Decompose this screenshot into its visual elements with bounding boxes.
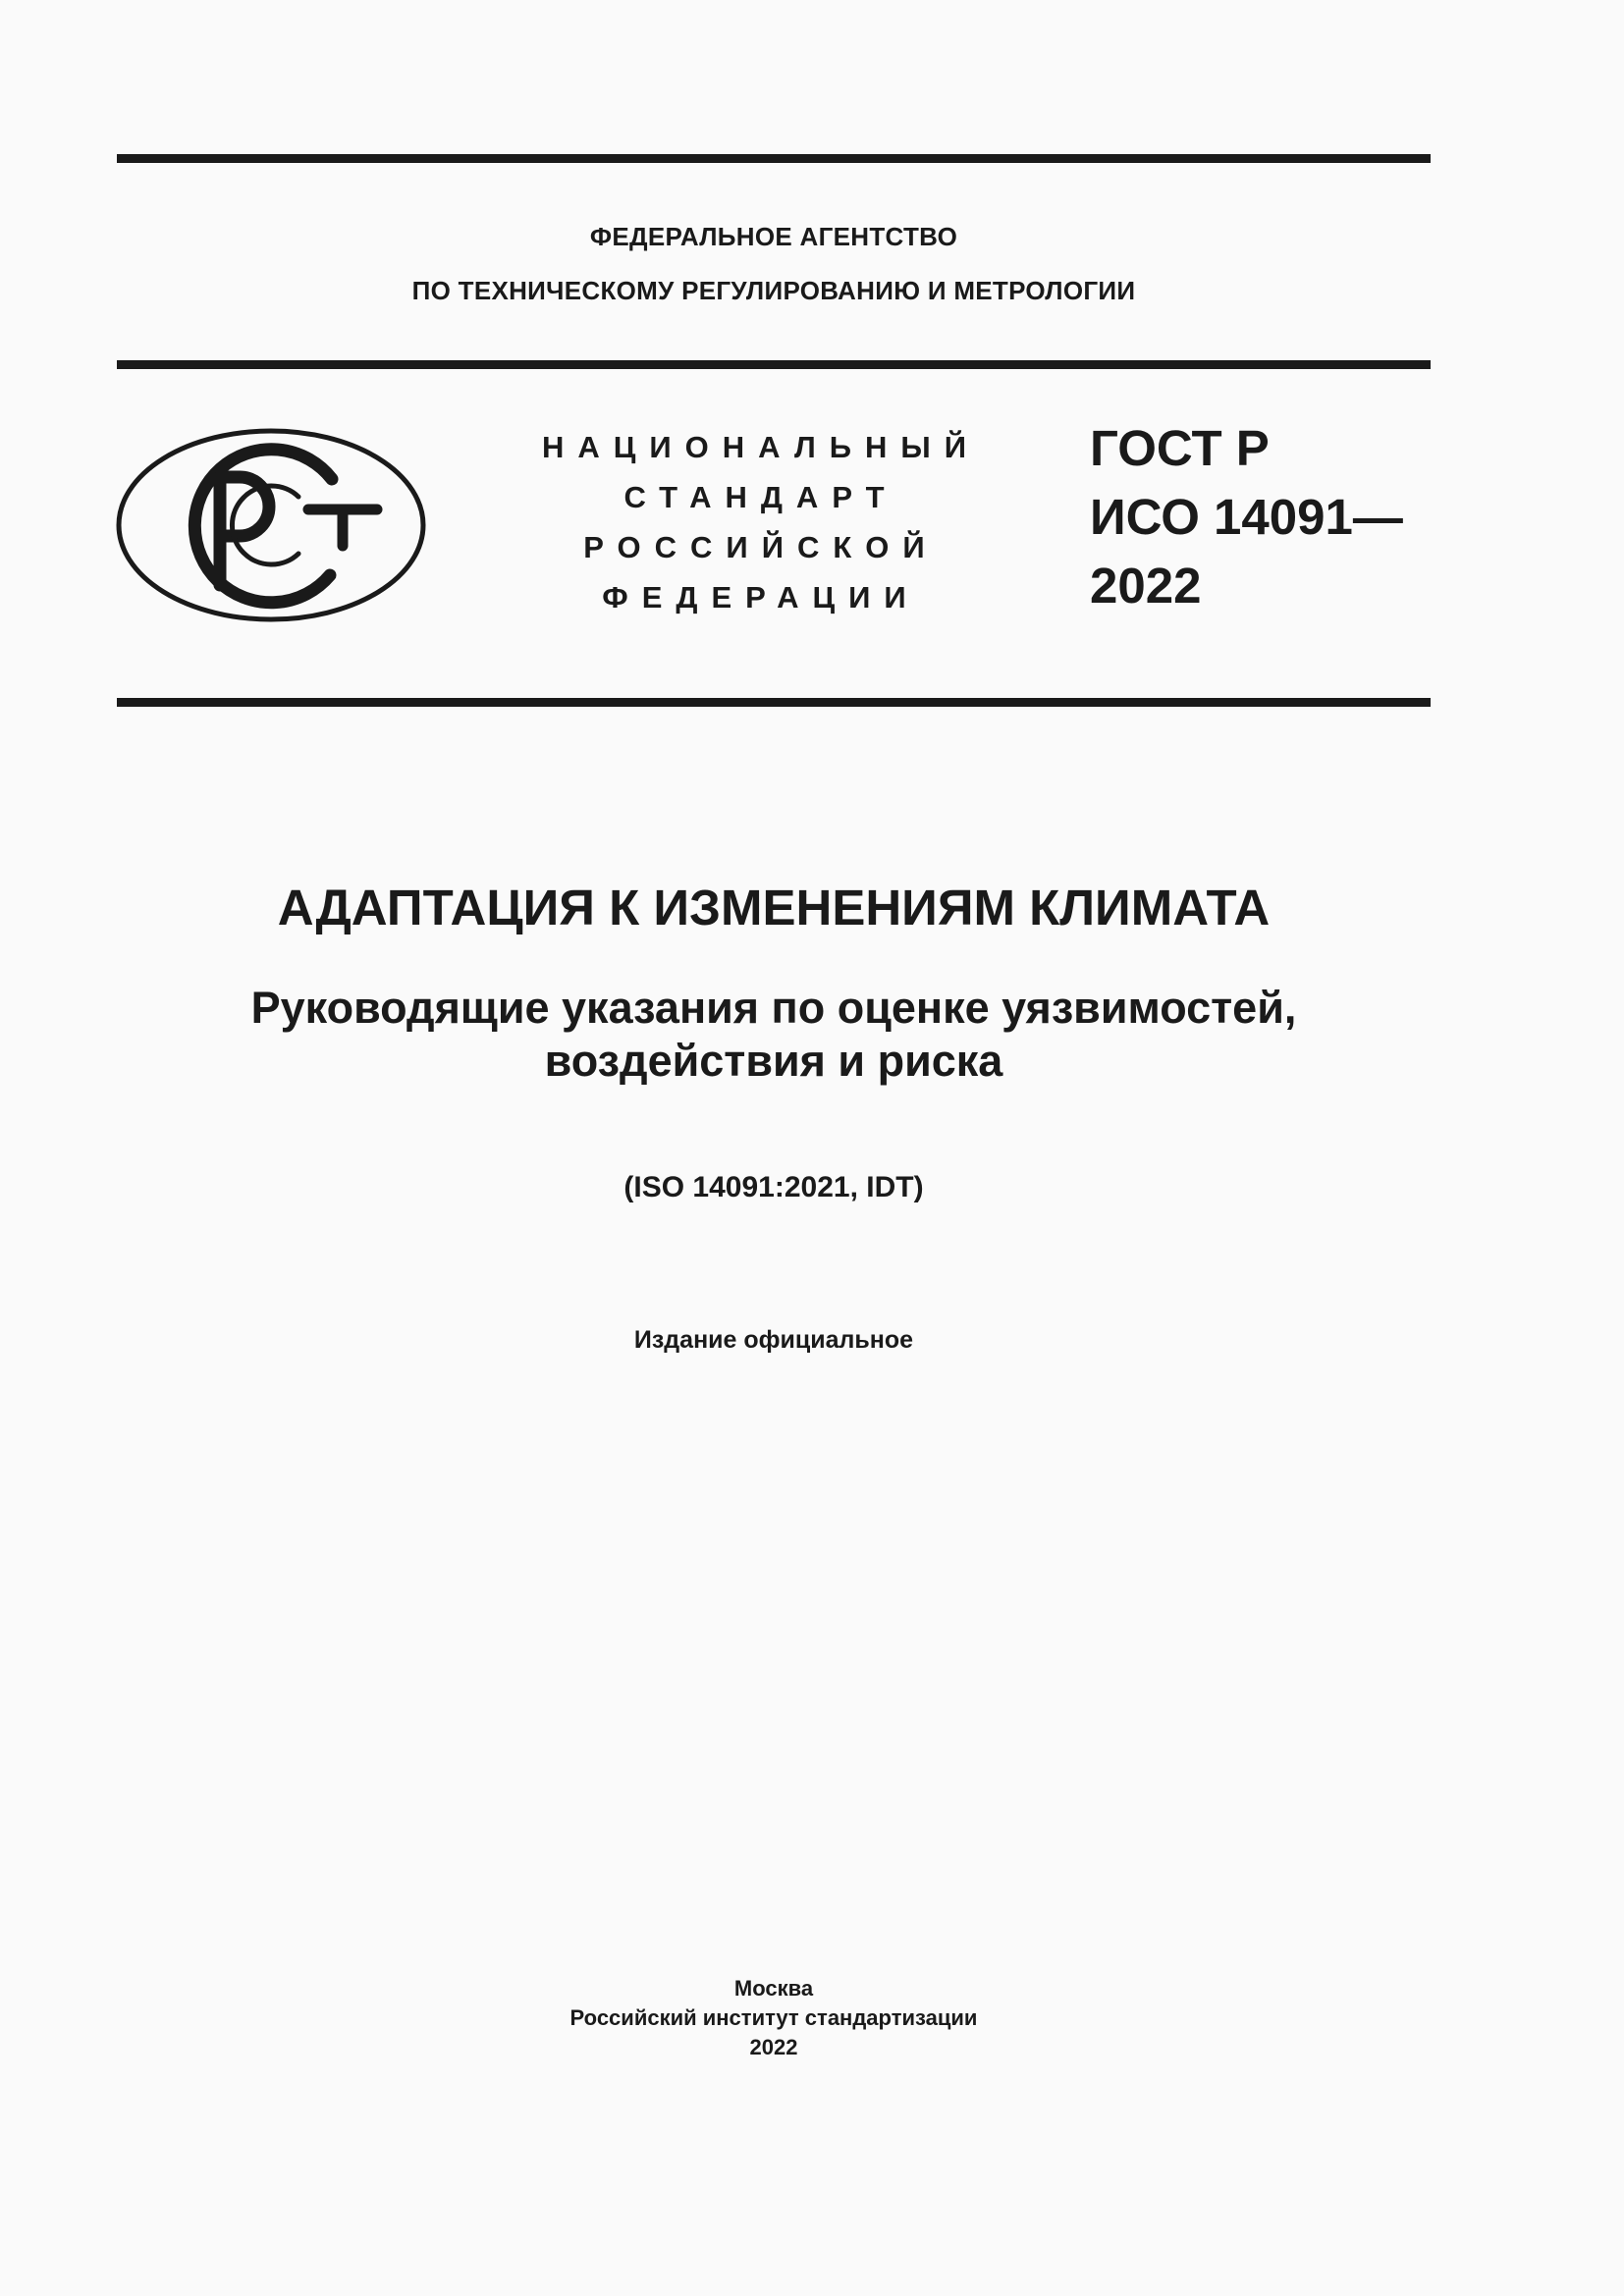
national-standard-line: НАЦИОНАЛЬНЫЙ [541, 430, 981, 464]
footer-city: Москва [733, 1976, 814, 2001]
section-divider-rule [117, 698, 1431, 707]
document-title: АДАПТАЦИЯ К ИЗМЕНЕНИЯМ КЛИМАТА [277, 880, 1271, 935]
document-subtitle [0, 982, 1547, 1088]
iso-reference: (ISO 14091:2021, IDT) [623, 1171, 924, 1203]
agency-name-line2: ПО ТЕХНИЧЕСКОМУ РЕГУЛИРОВАНИЮ И МЕТРОЛОГИИ [411, 276, 1136, 305]
footer-year: 2022 [749, 2035, 798, 2059]
standard-designation [1090, 414, 1403, 620]
footer-publisher: Российский институт стандартизации [569, 2005, 978, 2030]
top-rule [117, 154, 1431, 163]
national-standard-line: СТАНДАРТ [623, 480, 898, 514]
national-standard-line: ФЕДЕРАЦИИ [602, 580, 920, 614]
national-standard-label [511, 422, 1011, 622]
designation-line: ГОСТ Р [1090, 420, 1270, 476]
publication-footer [0, 1974, 1547, 2062]
header-divider-rule [117, 360, 1431, 369]
agency-name-line1: ФЕДЕРАЛЬНОЕ АГЕНТСТВО [589, 222, 958, 251]
national-standard-line: РОССИЙСКОЙ [583, 530, 939, 564]
designation-line: 2022 [1090, 558, 1202, 614]
edition-label: Издание официальное [633, 1326, 914, 1354]
designation-line: ИСО 14091— [1090, 489, 1403, 545]
rst-logo-icon [116, 428, 426, 622]
subtitle-line: воздействия и риска [544, 1036, 1003, 1086]
subtitle-line: Руководящие указания по оценке уязвимостей, [250, 983, 1297, 1033]
